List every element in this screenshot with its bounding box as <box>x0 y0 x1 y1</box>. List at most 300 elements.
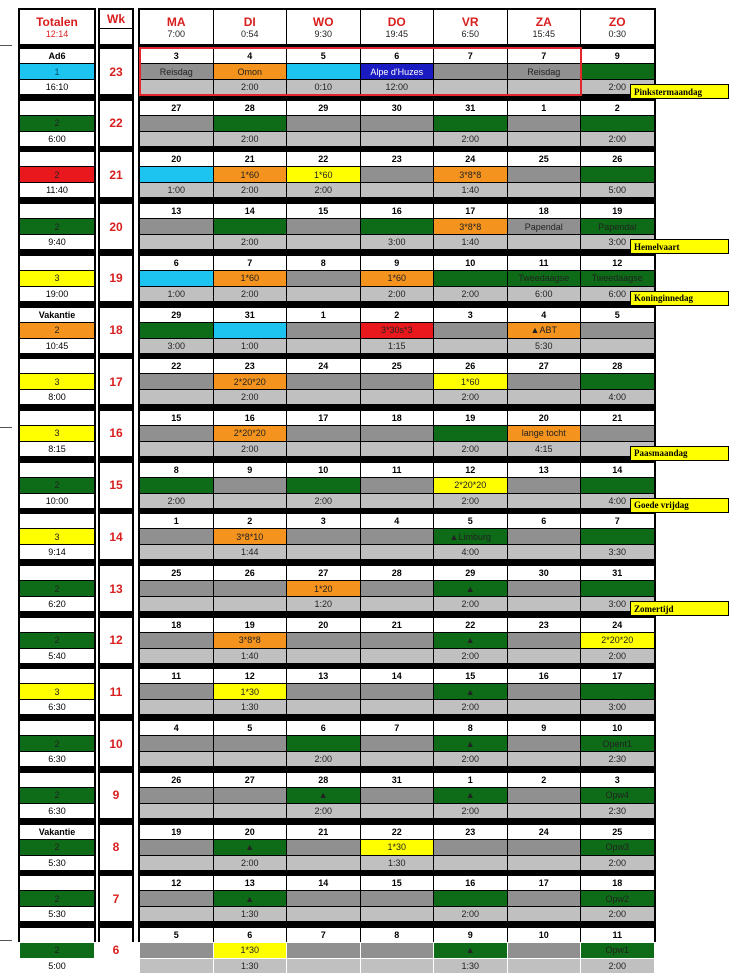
week-17-di-activity[interactable]: 2*20*20 <box>214 374 287 389</box>
week-11-zo-activity[interactable] <box>581 684 654 699</box>
week-22-za-duration[interactable] <box>508 132 581 146</box>
week-23-za-duration[interactable] <box>508 80 581 94</box>
week-15-do-activity[interactable] <box>361 478 434 493</box>
week-8-ma-duration[interactable] <box>140 856 213 870</box>
week-7-wo-duration[interactable] <box>287 907 360 921</box>
week-9-zo-duration[interactable]: 2:30 <box>581 804 654 818</box>
week-13-di-date: 26 <box>214 566 287 580</box>
week-14-di-duration[interactable]: 1:44 <box>214 545 287 559</box>
week-14-do-duration[interactable] <box>361 545 434 559</box>
week-11-ma-duration[interactable] <box>140 700 213 714</box>
week-17-do-duration[interactable] <box>361 390 434 404</box>
week-21-vr-activity[interactable]: 3*8*8 <box>434 167 507 182</box>
week-12-ma-activity[interactable] <box>140 633 213 648</box>
week-8-zo-activity[interactable]: Opw3 <box>581 840 654 855</box>
week-8-totals-label: Vakantie <box>20 825 94 839</box>
week-17-do-activity[interactable] <box>361 374 434 389</box>
week-7-ma-duration[interactable] <box>140 907 213 921</box>
week-14-do-activity[interactable] <box>361 529 434 544</box>
day-header-time: 0:30 <box>608 29 627 39</box>
week-17-zo-activity[interactable] <box>581 374 654 389</box>
week-6-ma-activity[interactable] <box>140 943 213 958</box>
week-15-totals-value: 2 <box>20 478 94 493</box>
week-17-za-activity[interactable] <box>508 374 581 389</box>
week-23-vr-activity[interactable] <box>434 64 507 79</box>
week-10-do-date: 7 <box>361 721 434 735</box>
week-18-di-activity[interactable] <box>214 323 287 338</box>
week-22-zo-duration[interactable]: 2:00 <box>581 132 654 146</box>
week-21-vr-duration[interactable]: 1:40 <box>434 183 507 197</box>
week-16-ma-date: 15 <box>140 411 213 425</box>
week-19-za-duration[interactable]: 6:00 <box>508 287 581 301</box>
week-14-za-duration[interactable] <box>508 545 581 559</box>
week-23-zo-activity[interactable] <box>581 64 654 79</box>
week-15-za-activity[interactable] <box>508 478 581 493</box>
week-8-do-activity[interactable]: 1*30 <box>361 840 434 855</box>
week-6-za-activity[interactable] <box>508 943 581 958</box>
week-19-ma-activity[interactable] <box>140 271 213 286</box>
week-22-wo-duration[interactable] <box>287 132 360 146</box>
week-14-zo-duration[interactable]: 3:30 <box>581 545 654 559</box>
week-8-za-activity[interactable] <box>508 840 581 855</box>
week-18-zo-activity[interactable] <box>581 323 654 338</box>
week-15-vr-activity[interactable]: 2*20*20 <box>434 478 507 493</box>
week-15-do-duration[interactable] <box>361 494 434 508</box>
week-12-wo-duration[interactable] <box>287 649 360 663</box>
week-22-do-date: 30 <box>361 101 434 115</box>
week-15-zo-duration[interactable]: 4:00 <box>581 494 654 508</box>
week-10-zo-activity[interactable]: Opent1 <box>581 736 654 751</box>
week-6-wo-activity[interactable] <box>287 943 360 958</box>
week-16-do-duration[interactable] <box>361 442 434 456</box>
week-8-zo-duration[interactable]: 2:00 <box>581 856 654 870</box>
week-23-ma-duration[interactable] <box>140 80 213 94</box>
week-11-ma-activity[interactable] <box>140 684 213 699</box>
week-7-vr-activity[interactable] <box>434 891 507 906</box>
week-6-di-duration[interactable]: 1:30 <box>214 959 287 973</box>
week-19-zo-activity[interactable]: Tweedaagse <box>581 271 654 286</box>
week-13-vr-duration[interactable]: 2:00 <box>434 597 507 611</box>
week-17-di-duration[interactable]: 2:00 <box>214 390 287 404</box>
week-14-wo-duration[interactable] <box>287 545 360 559</box>
week-16-za-duration[interactable]: 4:15 <box>508 442 581 456</box>
week-17-wo-activity[interactable] <box>287 374 360 389</box>
week-13-zo-activity[interactable] <box>581 581 654 596</box>
week-6-wo-duration[interactable] <box>287 959 360 973</box>
week-13-di-duration[interactable] <box>214 597 287 611</box>
week-13-za-date: 30 <box>508 566 581 580</box>
week-13-ma-duration[interactable] <box>140 597 213 611</box>
week-10-ma-activity[interactable] <box>140 736 213 751</box>
week-21-di-duration[interactable]: 2:00 <box>214 183 287 197</box>
day-header-label: DI <box>243 15 256 29</box>
week-8-vr-duration[interactable] <box>434 856 507 870</box>
week-15-di-activity[interactable] <box>214 478 287 493</box>
week-8-wo-activity[interactable] <box>287 840 360 855</box>
week-10-di-duration[interactable] <box>214 752 287 766</box>
week-12-totals-value: 2 <box>20 633 94 648</box>
week-10-vr-activity[interactable]: ▲ <box>434 736 507 751</box>
week-8-di-duration[interactable]: 2:00 <box>214 856 287 870</box>
week-12-zo-activity[interactable]: 2*20*20 <box>581 633 654 648</box>
week-21-za-duration[interactable] <box>508 183 581 197</box>
week-23-vr-duration[interactable] <box>434 80 507 94</box>
week-13-zo-duration[interactable]: 3:00 <box>581 597 654 611</box>
week-7-za-activity[interactable] <box>508 891 581 906</box>
day-header-time: 15:45 <box>532 29 556 39</box>
week-19-do-activity[interactable]: 1*60 <box>361 271 434 286</box>
week-15-di-duration[interactable] <box>214 494 287 508</box>
week-8-do-duration[interactable]: 1:30 <box>361 856 434 870</box>
week-13-di-activity[interactable] <box>214 581 287 596</box>
week-14-vr-duration[interactable]: 4:00 <box>434 545 507 559</box>
week-16-di-duration[interactable]: 2:00 <box>214 442 287 456</box>
week-8-di-activity[interactable]: ▲ <box>214 840 287 855</box>
week-19-di-duration[interactable]: 2:00 <box>214 287 287 301</box>
week-23-wo-date: 5 <box>287 49 360 63</box>
week-13-za-activity[interactable] <box>508 581 581 596</box>
week-9-di-duration[interactable] <box>214 804 287 818</box>
holiday-note-pinkstermaandag: Pinkstermaandag <box>630 84 729 99</box>
week-9-za-activity[interactable] <box>508 788 581 803</box>
week-7-zo-duration[interactable]: 2:00 <box>581 907 654 921</box>
week-12-zo-duration[interactable]: 2:00 <box>581 649 654 663</box>
week-12-di-duration[interactable]: 1:40 <box>214 649 287 663</box>
week-18-za-activity[interactable]: ▲ABT <box>508 323 581 338</box>
week-17-zo-duration[interactable]: 4:00 <box>581 390 654 404</box>
week-6-za-duration[interactable] <box>508 959 581 973</box>
week-15-vr-date: 12 <box>434 463 507 477</box>
week-7-di-duration[interactable]: 1:30 <box>214 907 287 921</box>
week-20-wo-date: 15 <box>287 204 360 218</box>
week-16-ma-activity[interactable] <box>140 426 213 441</box>
holiday-note-hemelvaart: Hemelvaart <box>630 239 729 254</box>
week-9-vr-activity[interactable]: ▲ <box>434 788 507 803</box>
week-19-wo-activity[interactable] <box>287 271 360 286</box>
week-10-vr-duration[interactable]: 2:00 <box>434 752 507 766</box>
week-7-do-duration[interactable] <box>361 907 434 921</box>
week-10-wo-activity[interactable] <box>287 736 360 751</box>
week-18-wo-activity[interactable] <box>287 323 360 338</box>
week-18-vr-duration[interactable] <box>434 339 507 353</box>
week-6-vr-duration[interactable]: 1:30 <box>434 959 507 973</box>
week-20-vr-duration[interactable]: 1:40 <box>434 235 507 249</box>
week-22-ma-duration[interactable] <box>140 132 213 146</box>
week-20-vr-activity[interactable]: 3*8*8 <box>434 219 507 234</box>
week-23-totals-label: Ad6 <box>20 49 94 63</box>
week-11-di-activity[interactable]: 1*30 <box>214 684 287 699</box>
week-18-ma-duration[interactable]: 3:00 <box>140 339 213 353</box>
week-18-do-duration[interactable]: 1:15 <box>361 339 434 353</box>
week-19-di-activity[interactable]: 1*60 <box>214 271 287 286</box>
week-11-vr-duration[interactable]: 2:00 <box>434 700 507 714</box>
week-21-wo-duration[interactable]: 2:00 <box>287 183 360 197</box>
week-21-za-activity[interactable] <box>508 167 581 182</box>
week-22-di-activity[interactable] <box>214 116 287 131</box>
week-13-wo-duration[interactable]: 1:20 <box>287 597 360 611</box>
week-9-do-duration[interactable] <box>361 804 434 818</box>
week-7-di-activity[interactable]: ▲ <box>214 891 287 906</box>
week-21-wo-activity[interactable]: 1*60 <box>287 167 360 182</box>
week-10-zo-duration[interactable]: 2:30 <box>581 752 654 766</box>
week-15-za-date: 13 <box>508 463 581 477</box>
week-22-do-activity[interactable] <box>361 116 434 131</box>
week-17-totals-label <box>20 359 94 373</box>
week-16-vr-duration[interactable]: 2:00 <box>434 442 507 456</box>
week-22-di-duration[interactable]: 2:00 <box>214 132 287 146</box>
week-6-vr-activity[interactable]: ▲ <box>434 943 507 958</box>
week-23-di-duration[interactable]: 2:00 <box>214 80 287 94</box>
week-11-wo-duration[interactable] <box>287 700 360 714</box>
week-22-wo-activity[interactable] <box>287 116 360 131</box>
week-21-ma-duration[interactable]: 1:00 <box>140 183 213 197</box>
week-19-zo-duration[interactable]: 6:00 <box>581 287 654 301</box>
week-20-di-activity[interactable] <box>214 219 287 234</box>
week-21-zo-duration[interactable]: 5:00 <box>581 183 654 197</box>
week-11-do-activity[interactable] <box>361 684 434 699</box>
week-16-di-activity[interactable]: 2*20*20 <box>214 426 287 441</box>
week-10-do-duration[interactable] <box>361 752 434 766</box>
week-12-vr-duration[interactable]: 2:00 <box>434 649 507 663</box>
week-9-za-duration[interactable] <box>508 804 581 818</box>
week-21-di-activity[interactable]: 1*60 <box>214 167 287 182</box>
week-8-vr-activity[interactable] <box>434 840 507 855</box>
week-13-za-duration[interactable] <box>508 597 581 611</box>
week-12-do-duration[interactable] <box>361 649 434 663</box>
week-18-ma-activity[interactable] <box>140 323 213 338</box>
week-16-wo-activity[interactable] <box>287 426 360 441</box>
week-20-do-duration[interactable]: 3:00 <box>361 235 434 249</box>
week-9-do-activity[interactable] <box>361 788 434 803</box>
week-12-vr-activity[interactable]: ▲ <box>434 633 507 648</box>
week-14-ma-activity[interactable] <box>140 529 213 544</box>
week-21-do-duration[interactable] <box>361 183 434 197</box>
day-header-do <box>361 10 434 44</box>
week-6-do-activity[interactable] <box>361 943 434 958</box>
week-18-do-activity[interactable]: 3*30s*3 <box>361 323 434 338</box>
week-18-za-duration[interactable]: 5:30 <box>508 339 581 353</box>
week-22-za-activity[interactable] <box>508 116 581 131</box>
week-20-ma-activity[interactable] <box>140 219 213 234</box>
week-10-wo-duration[interactable]: 2:00 <box>287 752 360 766</box>
week-11-za-duration[interactable] <box>508 700 581 714</box>
week-19-ma-date: 6 <box>140 256 213 270</box>
week-7-totals-label <box>20 876 94 890</box>
week-15-ma-activity[interactable] <box>140 478 213 493</box>
week-12-wo-activity[interactable] <box>287 633 360 648</box>
week-14-zo-activity[interactable] <box>581 529 654 544</box>
week-6-di-activity[interactable]: 1*30 <box>214 943 287 958</box>
week-9-zo-activity[interactable]: Opw4 <box>581 788 654 803</box>
week-23-wo-duration[interactable]: 0:10 <box>287 80 360 94</box>
week-19-totals-time: 19:00 <box>20 287 94 301</box>
week-19-vr-duration[interactable]: 2:00 <box>434 287 507 301</box>
week-14-vr-activity[interactable]: ▲Limburg <box>434 529 507 544</box>
week-18-di-date: 31 <box>214 308 287 322</box>
week-8-za-duration[interactable] <box>508 856 581 870</box>
week-19-do-duration[interactable]: 2:00 <box>361 287 434 301</box>
week-19-wo-duration[interactable] <box>287 287 360 301</box>
week-14-vr-date: 5 <box>434 514 507 528</box>
week-9-do-date: 31 <box>361 773 434 787</box>
week-11-wo-activity[interactable] <box>287 684 360 699</box>
week-12-di-activity[interactable]: 3*8*8 <box>214 633 287 648</box>
week-12-totals-time: 5:40 <box>20 649 94 663</box>
week-18-zo-duration[interactable] <box>581 339 654 353</box>
week-16-zo-activity[interactable] <box>581 426 654 441</box>
week-16-vr-date: 19 <box>434 411 507 425</box>
week-15-za-duration[interactable] <box>508 494 581 508</box>
week-22-vr-activity[interactable] <box>434 116 507 131</box>
week-10-ma-duration[interactable] <box>140 752 213 766</box>
week-11-do-duration[interactable] <box>361 700 434 714</box>
week-23-za-activity[interactable]: Reisdag <box>508 64 581 79</box>
week-11-vr-date: 15 <box>434 669 507 683</box>
week-18-wo-date: 1 <box>287 308 360 322</box>
week-17-za-date: 27 <box>508 359 581 373</box>
week-6-ma-duration[interactable] <box>140 959 213 973</box>
week-9-ma-activity[interactable] <box>140 788 213 803</box>
week-12-zo-date: 24 <box>581 618 654 632</box>
week-9-totals-value: 2 <box>20 788 94 803</box>
week-15-wo-duration[interactable]: 2:00 <box>287 494 360 508</box>
week-13-ma-activity[interactable] <box>140 581 213 596</box>
week-7-zo-activity[interactable]: Opw2 <box>581 891 654 906</box>
week-13-do-duration[interactable] <box>361 597 434 611</box>
week-11-vr-activity[interactable]: ▲ <box>434 684 507 699</box>
week-6-zo-activity[interactable]: Opw1 <box>581 943 654 958</box>
week-15-zo-activity[interactable] <box>581 478 654 493</box>
week-10-za-activity[interactable] <box>508 736 581 751</box>
week-20-wo-duration[interactable] <box>287 235 360 249</box>
week-17-vr-duration[interactable]: 2:00 <box>434 390 507 404</box>
week-19-ma-duration[interactable]: 1:00 <box>140 287 213 301</box>
week-22-ma-activity[interactable] <box>140 116 213 131</box>
week-7-vr-duration[interactable]: 2:00 <box>434 907 507 921</box>
week-20-za-duration[interactable] <box>508 235 581 249</box>
week-7-do-activity[interactable] <box>361 891 434 906</box>
week-14-wo-activity[interactable] <box>287 529 360 544</box>
week-12-za-duration[interactable] <box>508 649 581 663</box>
week-7-wo-activity[interactable] <box>287 891 360 906</box>
week-10-za-duration[interactable] <box>508 752 581 766</box>
week-number-9: 9 <box>100 773 132 818</box>
week-16-wo-duration[interactable] <box>287 442 360 456</box>
week-6-wo-date: 7 <box>287 928 360 942</box>
week-20-wo-activity[interactable] <box>287 219 360 234</box>
week-14-za-activity[interactable] <box>508 529 581 544</box>
week-12-za-activity[interactable] <box>508 633 581 648</box>
week-20-za-activity[interactable]: Papendal <box>508 219 581 234</box>
week-9-ma-duration[interactable] <box>140 804 213 818</box>
week-18-vr-activity[interactable] <box>434 323 507 338</box>
week-15-ma-duration[interactable]: 2:00 <box>140 494 213 508</box>
week-21-ma-activity[interactable] <box>140 167 213 182</box>
week-6-zo-duration[interactable]: 2:00 <box>581 959 654 973</box>
week-7-za-duration[interactable] <box>508 907 581 921</box>
week-6-zo-date: 11 <box>581 928 654 942</box>
week-17-vr-activity[interactable]: 1*60 <box>434 374 507 389</box>
week-23-do-duration[interactable]: 12:00 <box>361 80 434 94</box>
week-23-do-activity[interactable]: Alpe d'Huzes <box>361 64 434 79</box>
week-22-vr-duration[interactable]: 2:00 <box>434 132 507 146</box>
week-16-za-activity[interactable]: lange tocht <box>508 426 581 441</box>
week-9-vr-duration[interactable]: 2:00 <box>434 804 507 818</box>
week-9-wo-duration[interactable]: 2:00 <box>287 804 360 818</box>
week-23-di-activity[interactable]: Omon <box>214 64 287 79</box>
week-11-za-activity[interactable] <box>508 684 581 699</box>
week-8-wo-duration[interactable] <box>287 856 360 870</box>
week-11-di-duration[interactable]: 1:30 <box>214 700 287 714</box>
week-10-do-activity[interactable] <box>361 736 434 751</box>
week-11-zo-duration[interactable]: 3:00 <box>581 700 654 714</box>
week-10-di-activity[interactable] <box>214 736 287 751</box>
week-16-vr-activity[interactable] <box>434 426 507 441</box>
week-21-do-date: 23 <box>361 152 434 166</box>
week-23-wo-activity[interactable] <box>287 64 360 79</box>
week-7-ma-activity[interactable] <box>140 891 213 906</box>
week-23-ma-activity[interactable]: Reisdag <box>140 64 213 79</box>
week-13-do-activity[interactable] <box>361 581 434 596</box>
week-19-di-date: 7 <box>214 256 287 270</box>
week-18-wo-duration[interactable] <box>287 339 360 353</box>
week-22-zo-activity[interactable] <box>581 116 654 131</box>
week-15-vr-duration[interactable]: 2:00 <box>434 494 507 508</box>
week-19-vr-activity[interactable] <box>434 271 507 286</box>
week-14-ma-duration[interactable] <box>140 545 213 559</box>
week-18-di-duration[interactable]: 1:00 <box>214 339 287 353</box>
week-12-za-date: 23 <box>508 618 581 632</box>
week-17-totals-time: 8:00 <box>20 390 94 404</box>
week-6-do-duration[interactable] <box>361 959 434 973</box>
week-23-zo-duration[interactable]: 2:00 <box>581 80 654 94</box>
week-14-di-activity[interactable]: 3*8*10 <box>214 529 287 544</box>
week-12-do-activity[interactable] <box>361 633 434 648</box>
week-17-ma-date: 22 <box>140 359 213 373</box>
week-21-do-activity[interactable] <box>361 167 434 182</box>
week-6-ma-date: 5 <box>140 928 213 942</box>
week-13-vr-activity[interactable]: ▲ <box>434 581 507 596</box>
week-7-za-date: 17 <box>508 876 581 890</box>
week-16-ma-duration[interactable] <box>140 442 213 456</box>
week-17-ma-activity[interactable] <box>140 374 213 389</box>
week-number-18: 18 <box>100 308 132 353</box>
week-9-wo-activity[interactable]: ▲ <box>287 788 360 803</box>
week-number-10: 10 <box>100 721 132 766</box>
week-12-ma-duration[interactable] <box>140 649 213 663</box>
week-21-zo-activity[interactable] <box>581 167 654 182</box>
week-17-wo-duration[interactable] <box>287 390 360 404</box>
week-20-zo-duration[interactable]: 3:00 <box>581 235 654 249</box>
week-20-di-duration[interactable]: 2:00 <box>214 235 287 249</box>
week-10-totals-label <box>20 721 94 735</box>
week-13-wo-activity[interactable]: 1*20 <box>287 581 360 596</box>
week-22-do-duration[interactable] <box>361 132 434 146</box>
week-17-vr-date: 26 <box>434 359 507 373</box>
week-16-do-activity[interactable] <box>361 426 434 441</box>
week-15-wo-activity[interactable] <box>287 478 360 493</box>
week-17-ma-duration[interactable] <box>140 390 213 404</box>
week-9-di-activity[interactable] <box>214 788 287 803</box>
week-8-ma-activity[interactable] <box>140 840 213 855</box>
week-17-za-duration[interactable] <box>508 390 581 404</box>
week-20-zo-activity[interactable]: Papendal <box>581 219 654 234</box>
week-20-ma-duration[interactable] <box>140 235 213 249</box>
week-9-ma-date: 26 <box>140 773 213 787</box>
week-19-za-activity[interactable]: Tweedaagse <box>508 271 581 286</box>
week-20-do-activity[interactable] <box>361 219 434 234</box>
week-20-di-date: 14 <box>214 204 287 218</box>
